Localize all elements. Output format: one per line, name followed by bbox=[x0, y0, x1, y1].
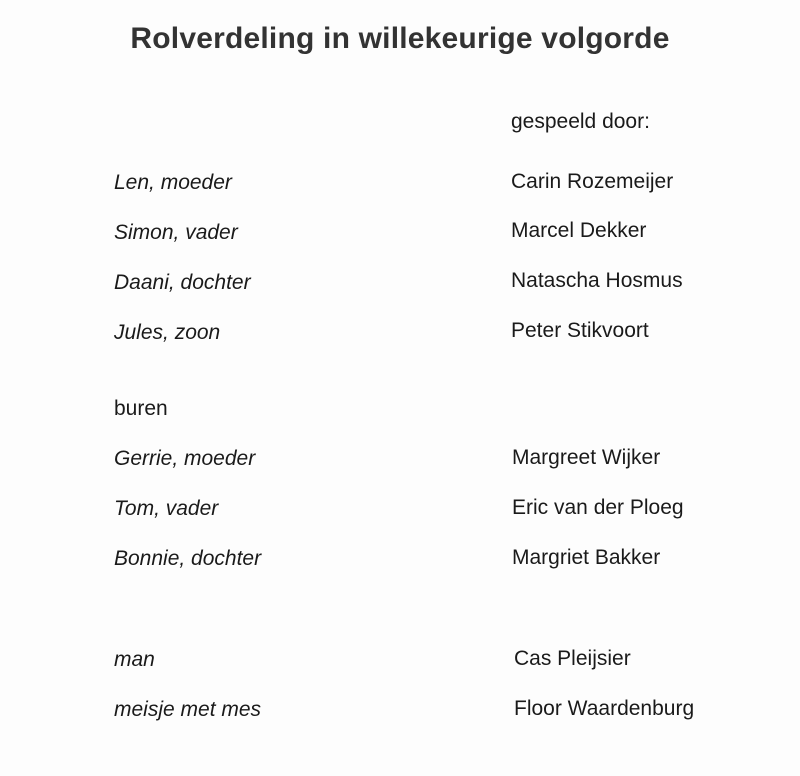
role-name: Len, moeder bbox=[114, 171, 232, 194]
actor-name: Natascha Hosmus bbox=[511, 269, 683, 292]
role-name: Tom, vader bbox=[114, 497, 219, 520]
role-name: Jules, zoon bbox=[114, 321, 221, 344]
role-name: meisje met mes bbox=[114, 698, 262, 721]
played-by-header: gespeeld door: bbox=[511, 110, 650, 133]
actor-name: Cas Pleijsier bbox=[514, 647, 631, 670]
actor-name: Peter Stikvoort bbox=[511, 319, 649, 342]
role-name: Gerrie, moeder bbox=[114, 447, 256, 470]
actor-name: Carin Rozemeijer bbox=[511, 170, 674, 193]
role-name: Bonnie, dochter bbox=[114, 547, 262, 570]
role-name: man bbox=[114, 648, 155, 671]
page-title: Rolverdeling in willekeurige volgorde bbox=[130, 22, 670, 55]
section-label-neighbors: buren bbox=[114, 397, 168, 420]
actor-name: Marcel Dekker bbox=[511, 219, 647, 242]
actor-name: Margriet Bakker bbox=[512, 546, 661, 569]
role-name: Simon, vader bbox=[114, 221, 238, 244]
role-name: Daani, dochter bbox=[114, 271, 251, 294]
actor-name: Eric van der Ploeg bbox=[512, 496, 684, 519]
actor-name: Floor Waardenburg bbox=[514, 697, 695, 720]
actor-name: Margreet Wijker bbox=[512, 446, 661, 469]
